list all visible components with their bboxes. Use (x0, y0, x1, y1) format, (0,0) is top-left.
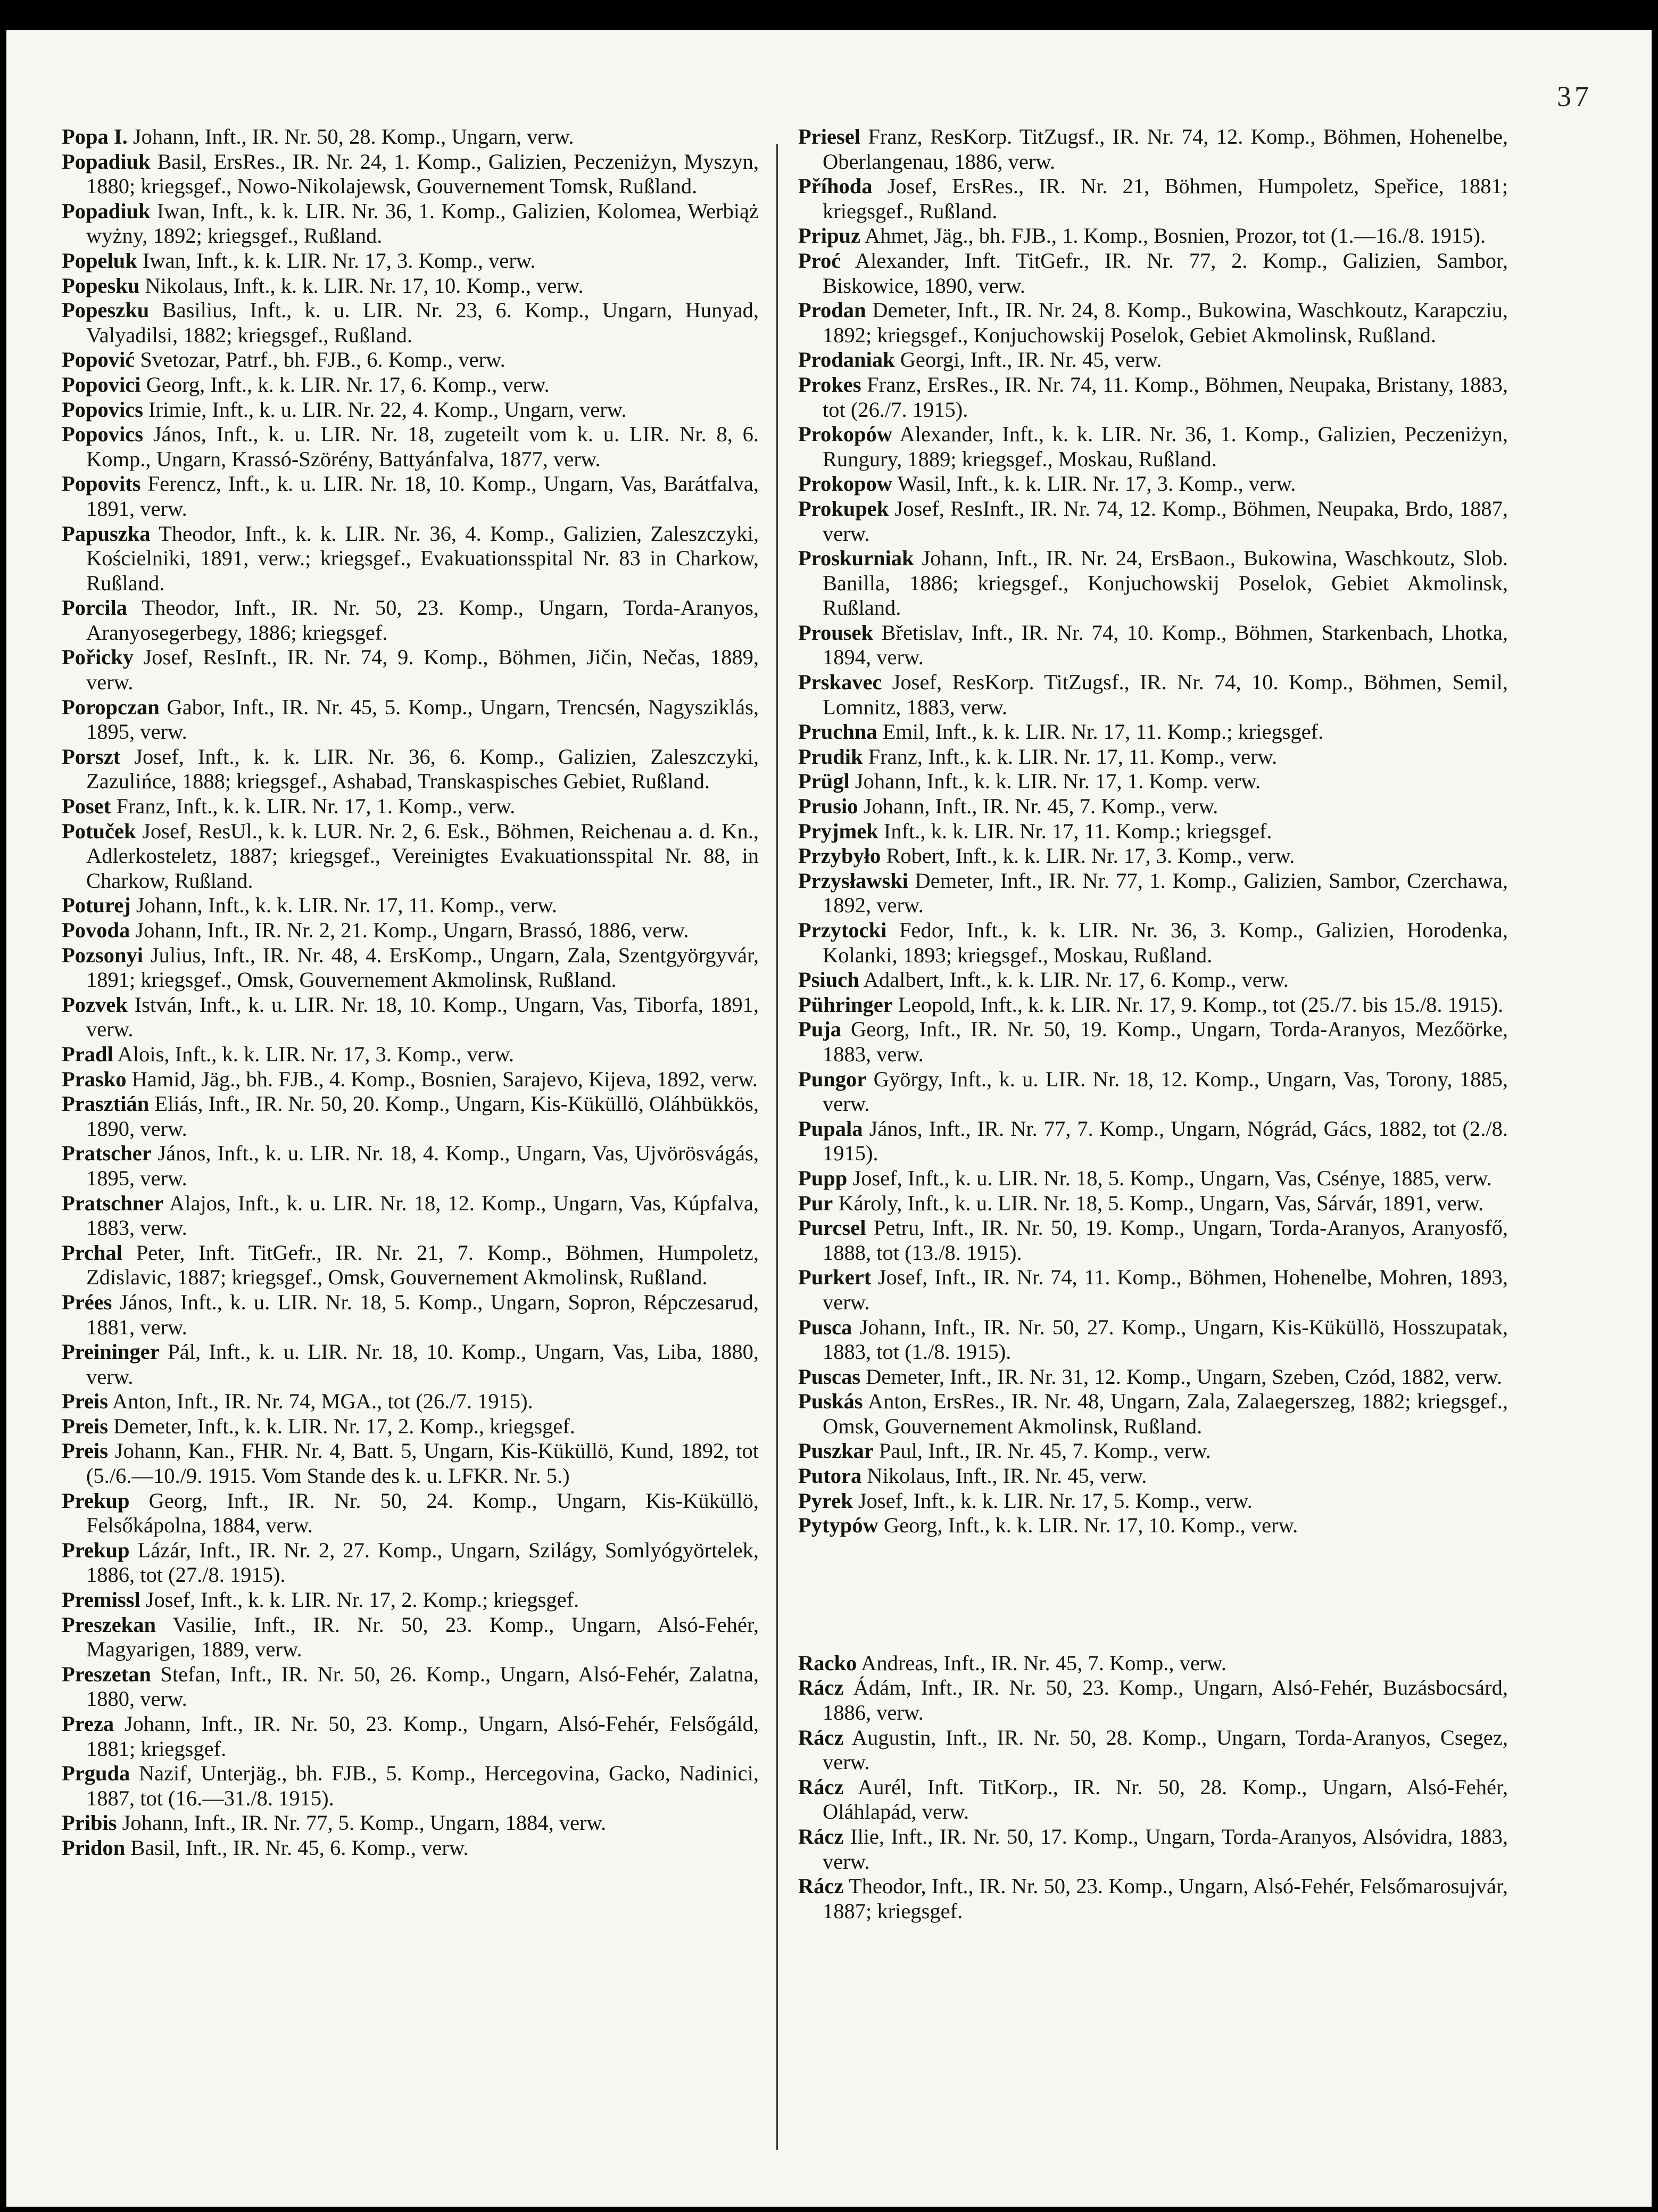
entry-details: Basilius, Inft., k. u. LIR. Nr. 23, 6. Komp., Ungarn, Hunyad, Valyadilsi, 1882; kriegsgef., Rußland. (86, 298, 759, 347)
list-entry (62, 1092, 759, 1141)
entry-surname: Prskavec (798, 670, 882, 695)
entry-surname: Prokopów (798, 422, 893, 447)
list-entry (62, 1613, 759, 1662)
list-entry (798, 497, 1508, 546)
entry-details: Josef, ResInft., IR. Nr. 74, 12. Komp., Böhmen, Neupaka, Brdo, 1887, verw. (823, 496, 1508, 546)
list-entry (798, 968, 1508, 993)
list-entry (62, 943, 759, 993)
entry-surname: Puskás (798, 1389, 863, 1414)
entry-surname: Prokes (798, 372, 861, 397)
entry-surname: Povoda (62, 918, 130, 942)
entry-details: Johann, Kan., FHR. Nr. 4, Batt. 5, Ungarn, Kis-Küküllö, Kund, 1892, tot (5./6.—10./9. 1915. Vom Stande des k. u. LFKR. Nr. 5.) (86, 1439, 759, 1488)
list-entry (62, 1191, 759, 1241)
list-entry (798, 844, 1508, 869)
entry-details: Nikolaus, Inft., IR. Nr. 45, verw. (867, 1464, 1147, 1488)
list-entry (798, 472, 1508, 497)
entry-details: Ádám, Inft., IR. Nr. 50, 23. Komp., Ungarn, Alsó-Fehér, Buzásbocsárd, 1886, verw. (823, 1675, 1508, 1725)
entry-details: Ahmet, Jäg., bh. FJB., 1. Komp., Bosnien, Prozor, tot (1.—16./8. 1915). (864, 224, 1486, 248)
list-entry (798, 1365, 1508, 1390)
entry-surname: Preszekan (62, 1612, 156, 1637)
entry-surname: Prusio (798, 794, 858, 819)
entry-surname: Preis (62, 1389, 108, 1414)
list-entry (62, 298, 759, 348)
section-r (798, 1651, 1508, 1924)
list-entry (62, 1811, 759, 1836)
list-entry (62, 150, 759, 199)
entry-details: Julius, Inft., IR. Nr. 48, 4. ErsKomp., Ungarn, Zala, Szentgyörgyvár, 1891; kriegsgef., Omsk, Gouvernement Akmolinsk, Rußland. (86, 943, 759, 992)
entry-surname: Pyrek (798, 1488, 853, 1513)
list-entry (798, 174, 1508, 224)
entry-details: Peter, Inft. TitGefr., IR. Nr. 21, 7. Komp., Böhmen, Humpoletz, Zdislavic, 1887; kriegsgef., Omsk, Gouvernement Akmolinsk, Rußland. (86, 1240, 759, 1290)
entry-details: Josef, ResUl., k. k. LUR. Nr. 2, 6. Esk., Böhmen, Reichenau a. d. Kn., Adlerkosteletz, 1887; kriegsgef., Vereinigtes Evakuationsspital Nr. 88, in Charkow, Rußland. (86, 819, 759, 893)
list-entry (62, 1141, 759, 1191)
entry-details: Alexander, Inft. TitGefr., IR. Nr. 77, 2. Komp., Galizien, Sambor, Biskowice, 1890, verw. (823, 248, 1508, 298)
list-entry (62, 1836, 759, 1861)
entry-surname: Prokupek (798, 496, 889, 521)
entry-details: Franz, ResKorp. TitZugsf., IR. Nr. 74, 12. Komp., Böhmen, Hohenelbe, Oberlangenau, 1886, verw. (823, 125, 1508, 174)
entry-details: Josef, ResInft., IR. Nr. 74, 9. Komp., Böhmen, Jičin, Nečas, 1889, verw. (86, 645, 759, 695)
entry-surname: Pupala (798, 1116, 863, 1141)
entry-details: Demeter, Inft., IR. Nr. 77, 1. Komp., Galizien, Sambor, Czerchawa, 1892, verw. (823, 868, 1508, 918)
entry-details: Eliás, Inft., IR. Nr. 50, 20. Komp., Ungarn, Kis-Küküllö, Oláhbükkös, 1890, verw. (86, 1092, 759, 1141)
entry-surname: Popesku (62, 273, 140, 298)
entry-details: Ilie, Inft., IR. Nr. 50, 17. Komp., Ungarn, Torda-Aranyos, Alsóvidra, 1883, verw. (823, 1825, 1508, 1873)
entry-surname: Potuček (62, 819, 136, 843)
entry-surname: Pühringer (798, 992, 893, 1017)
entry-surname: Pribis (62, 1811, 117, 1835)
entry-details: Paul, Inft., IR. Nr. 45, 7. Komp., verw. (878, 1439, 1211, 1463)
entry-details: Irimie, Inft., k. u. LIR. Nr. 22, 4. Komp., Ungarn, verw. (148, 397, 627, 422)
list-entry (798, 1216, 1508, 1265)
list-entry (798, 1017, 1508, 1067)
entry-details: György, Inft., k. u. LIR. Nr. 18, 12. Komp., Ungarn, Vas, Torony, 1885, verw. (823, 1067, 1508, 1116)
entry-details: Josef, Inft., IR. Nr. 74, 11. Komp., Böhmen, Hohenelbe, Mohren, 1893, verw. (823, 1265, 1508, 1314)
section-gap (798, 1538, 1508, 1651)
entry-surname: Preza (62, 1712, 114, 1736)
entry-surname: Pupp (798, 1166, 848, 1190)
entry-surname: Preininger (62, 1340, 160, 1364)
list-entry (798, 1389, 1508, 1439)
entry-details: Johann, Inft., IR. Nr. 50, 23. Komp., Ungarn, Alsó-Fehér, Felsőgáld, 1881; kriegsgef. (86, 1712, 759, 1761)
entry-details: János, Inft., IR. Nr. 77, 7. Komp., Ungarn, Nógrád, Gács, 1882, tot (2./8. 1915). (823, 1116, 1508, 1166)
list-entry (798, 918, 1508, 968)
page (6, 30, 1652, 2207)
entry-details: Svetozar, Patrf., bh. FJB., 6. Komp., verw. (140, 348, 505, 372)
entry-details: Stefan, Inft., IR. Nr. 50, 26. Komp., Ungarn, Alsó-Fehér, Zalatna, 1880, verw. (86, 1662, 759, 1711)
entry-surname: Poturej (62, 893, 131, 918)
entry-details: Pál, Inft., k. u. LIR. Nr. 18, 10. Komp., Ungarn, Vas, Liba, 1880, verw. (86, 1340, 759, 1389)
entry-details: Nikolaus, Inft., k. k. LIR. Nr. 17, 10. Komp., verw. (145, 273, 584, 298)
entry-details: Aurél, Inft. TitKorp., IR. Nr. 50, 28. Komp., Ungarn, Alsó-Fehér, Oláhlapád, verw. (823, 1774, 1508, 1824)
entry-details: Johann, Inft., IR. Nr. 50, 28. Komp., Ungarn, verw. (132, 125, 574, 148)
entry-surname: Prasztián (62, 1092, 150, 1116)
entry-details: Emil, Inft., k. k. LIR. Nr. 17, 11. Komp.; kriegsgef. (882, 720, 1324, 744)
entry-surname: Pungor (798, 1067, 867, 1091)
entry-details: Leopold, Inft., k. k. LIR. Nr. 17, 9. Komp., tot (25./7. bis 15./8. 1915). (898, 992, 1504, 1017)
entry-details: Franz, Inft., k. k. LIR. Nr. 17, 1. Komp., verw. (116, 794, 516, 819)
entry-details: Adalbert, Inft., k. k. LIR. Nr. 17, 6. Komp., verw. (863, 968, 1289, 992)
entry-surname: Purkert (798, 1265, 872, 1290)
list-entry (62, 1290, 759, 1340)
entry-details: Georg, Inft., k. k. LIR. Nr. 17, 10. Komp., verw. (883, 1513, 1298, 1538)
list-entry (798, 1067, 1508, 1117)
entry-details: Franz, Inft., k. k. LIR. Nr. 17, 11. Komp., verw. (868, 744, 1278, 769)
entry-details: Josef, Inft., k. k. LIR. Nr. 36, 6. Komp., Galizien, Zaleszczyki, Zazulińce, 1888; kriegsgef., Ashabad, Transkaspisches Gebiet, Rußland. (86, 744, 759, 794)
entry-surname: Pryjmek (798, 819, 878, 843)
entry-details: Johann, Inft., k. k. LIR. Nr. 17, 1. Komp. verw. (855, 769, 1261, 794)
entry-details: Georg, Inft., IR. Nr. 50, 19. Komp., Ungarn, Torda-Aranyos, Mezőörke, 1883, verw. (823, 1017, 1508, 1066)
list-entry (798, 224, 1508, 249)
entry-surname: Prguda (62, 1761, 130, 1786)
entry-surname: Pruchna (798, 720, 877, 744)
list-entry (62, 472, 759, 521)
entry-details: Wasil, Inft., k. k. LIR. Nr. 17, 3. Komp., verw. (897, 472, 1296, 496)
entry-surname: Proć (798, 248, 841, 273)
entry-surname: Pořicky (62, 645, 134, 670)
entry-details: János, Inft., k. u. LIR. Nr. 18, 4. Komp., Ungarn, Vas, Ujvörösvágás, 1895, verw. (86, 1141, 759, 1190)
entry-details: Hamid, Jäg., bh. FJB., 4. Komp., Bosnien, Sarajevo, Kijeva, 1892, verw. (131, 1067, 758, 1091)
entry-details: Basil, Inft., IR. Nr. 45, 6. Komp., verw. (130, 1835, 469, 1860)
entry-surname: Prokopow (798, 472, 893, 496)
entry-details: Theodor, Inft., IR. Nr. 50, 23. Komp., Ungarn, Alsó-Fehér, Felsőmarosujvár, 1887; kriegsgef. (823, 1874, 1508, 1923)
entry-surname: Pridon (62, 1835, 126, 1860)
entry-details: Károly, Inft., k. u. LIR. Nr. 18, 5. Komp., Ungarn, Vas, Sárvár, 1891, verw. (838, 1191, 1484, 1215)
column-divider (776, 144, 778, 2150)
entry-surname: Popović (62, 348, 135, 372)
list-entry (62, 1340, 759, 1389)
entry-surname: Porszt (62, 744, 121, 769)
entry-surname: Poropczan (62, 695, 160, 719)
entry-surname: Popadiuk (62, 149, 151, 174)
list-entry (798, 1166, 1508, 1191)
entry-surname: Popovits (62, 472, 141, 496)
entry-surname: Popa I. (62, 125, 128, 148)
list-entry (62, 918, 759, 943)
entry-details: Franz, ErsRes., IR. Nr. 74, 11. Komp., Böhmen, Neupaka, Bristany, 1883, tot (26./7. 1915). (823, 372, 1508, 422)
list-entry (798, 1191, 1508, 1216)
entry-surname: Popadiuk (62, 199, 151, 223)
list-entry (798, 1489, 1508, 1514)
entry-surname: Puja (798, 1017, 841, 1042)
entry-details: Iwan, Inft., k. k. LIR. Nr. 36, 1. Komp., Galizien, Kolomea, Werbiąż wyżny, 1892; kriegsgef., Rußland. (86, 199, 759, 248)
list-entry (798, 670, 1508, 720)
entry-surname: Prasko (62, 1067, 127, 1091)
entry-surname: Pozsonyi (62, 943, 144, 967)
list-entry (62, 819, 759, 894)
entry-details: Augustin, Inft., IR. Nr. 50, 28. Komp., Ungarn, Torda-Aranyos, Csegez, verw. (823, 1725, 1508, 1774)
list-entry (62, 274, 759, 299)
entry-surname: Pozvek (62, 992, 128, 1017)
list-entry (62, 522, 759, 596)
entry-details: Alajos, Inft., k. u. LIR. Nr. 18, 12. Komp., Ungarn, Vas, Kúpfalva, 1883, verw. (86, 1191, 759, 1240)
entry-surname: Prügl (798, 769, 850, 794)
list-entry (62, 1588, 759, 1613)
list-entry (798, 1439, 1508, 1464)
list-entry (798, 794, 1508, 819)
list-entry (62, 1067, 759, 1092)
list-entry (798, 125, 1508, 174)
entry-surname: Popeluk (62, 248, 137, 273)
entry-surname: Popovics (62, 397, 144, 422)
entry-surname: Preis (62, 1439, 108, 1463)
entry-details: Georg, Inft., IR. Nr. 50, 24. Komp., Ungarn, Kis-Küküllö, Felsőkápolna, 1884, verw. (86, 1488, 759, 1538)
entry-details: Josef, Inft., k. k. LIR. Nr. 17, 2. Komp.; kriegsgef. (145, 1588, 579, 1612)
list-entry (798, 298, 1508, 348)
entry-surname: Rácz (798, 1825, 844, 1848)
list-entry (798, 1726, 1508, 1775)
entry-details: Demeter, Inft., IR. Nr. 31, 12. Komp., Ungarn, Szeben, Czód, 1882, verw. (866, 1364, 1503, 1389)
entry-surname: Racko (798, 1650, 857, 1675)
entry-details: István, Inft., k. u. LIR. Nr. 18, 10. Komp., Ungarn, Vas, Tiborfa, 1891, verw. (86, 992, 759, 1042)
entry-details: Johann, Inft., k. k. LIR. Nr. 17, 11. Komp., verw. (136, 893, 557, 918)
entry-surname: Premissl (62, 1588, 140, 1612)
list-entry (62, 745, 759, 794)
list-entry (62, 1439, 759, 1488)
entry-surname: Przybyło (798, 844, 881, 868)
entry-surname: Pripuz (798, 224, 860, 248)
entry-surname: Rácz (798, 1675, 844, 1700)
entry-details: Demeter, Inft., k. k. LIR. Nr. 17, 2. Komp., kriegsgef. (113, 1414, 575, 1438)
entry-surname: Popovics (62, 422, 144, 447)
entry-surname: Prodaniak (798, 348, 895, 372)
entry-surname: Puszkar (798, 1439, 874, 1463)
entry-details: Andreas, Inft., IR. Nr. 45, 7. Komp., verw. (861, 1650, 1227, 1675)
entry-details: Alexander, Inft., k. k. LIR. Nr. 36, 1. Komp., Galizien, Peczeniżyn, Rungury, 1889; kriegsgef., Moskau, Rußland. (823, 422, 1508, 471)
entry-surname: Pratscher (62, 1141, 152, 1166)
list-entry (62, 695, 759, 745)
entry-surname: Prudik (798, 744, 863, 769)
list-entry (798, 1513, 1508, 1538)
entry-surname: Putora (798, 1464, 862, 1488)
list-entry (62, 1042, 759, 1067)
entry-details: Basil, ErsRes., IR. Nr. 24, 1. Komp., Galizien, Peczeniżyn, Myszyn, 1880; kriegsgef., Nowo-Nikolajewsk, Gouvernement Tomsk, Rußland. (86, 149, 759, 199)
list-entry (798, 1464, 1508, 1489)
entry-details: Josef, Inft., k. u. LIR. Nr. 18, 5. Komp., Ungarn, Vas, Csénye, 1885, verw. (852, 1166, 1492, 1190)
list-entry (62, 1489, 759, 1538)
list-entry (798, 422, 1508, 472)
entry-details: Theodor, Inft., k. k. LIR. Nr. 36, 4. Komp., Galizien, Zaleszczyki, Kościelniki, 1891, verw.; kriegsgef., Evakuationsspital Nr. 83 in Charkow, Rußland. (86, 521, 759, 595)
entry-details: Inft., k. k. LIR. Nr. 17, 11. Komp.; kriegsgef. (883, 819, 1272, 843)
list-entry (798, 869, 1508, 918)
list-entry (798, 1265, 1508, 1315)
list-entry (62, 794, 759, 819)
entry-surname: Preszetan (62, 1662, 151, 1686)
entry-details: Robert, Inft., k. k. LIR. Nr. 17, 3. Komp., verw. (886, 844, 1295, 868)
entry-surname: Prousek (798, 620, 874, 645)
list-entry (62, 645, 759, 695)
list-entry (798, 769, 1508, 794)
entry-surname: Rácz (798, 1725, 844, 1749)
entry-surname: Priesel (798, 125, 860, 148)
entry-details: Gabor, Inft., IR. Nr. 45, 5. Komp., Ungarn, Trencsén, Nagysziklás, 1895, verw. (86, 695, 759, 744)
entry-surname: Proskurniak (798, 546, 914, 571)
entry-surname: Popeszku (62, 298, 150, 323)
entry-surname: Purcsel (798, 1216, 866, 1240)
list-entry (62, 398, 759, 423)
section-p-continued (798, 125, 1508, 1538)
list-entry (798, 1117, 1508, 1166)
entry-surname: Pusca (798, 1315, 852, 1339)
list-entry (62, 1241, 759, 1290)
entry-details: Petru, Inft., IR. Nr. 50, 19. Komp., Ungarn, Torda-Aranyos, Aranyosfő, 1888, tot (13./8. 1915). (823, 1216, 1508, 1265)
entry-details: Břetislav, Inft., IR. Nr. 74, 10. Komp., Böhmen, Starkenbach, Lhotka, 1894, verw. (823, 620, 1508, 670)
entry-details: Georg, Inft., k. k. LIR. Nr. 17, 6. Komp., verw. (146, 372, 550, 397)
list-entry (798, 621, 1508, 670)
list-entry (798, 1315, 1508, 1365)
entry-details: Ferencz, Inft., k. u. LIR. Nr. 18, 10. Komp., Ungarn, Vas, Barátfalva, 1891, verw. (86, 472, 759, 521)
list-entry (798, 993, 1508, 1018)
entry-details: Iwan, Inft., k. k. LIR. Nr. 17, 3. Komp., verw. (142, 248, 536, 273)
entry-surname: Pratschner (62, 1191, 164, 1215)
entry-details: Josef, ResKorp. TitZugsf., IR. Nr. 74, 10. Komp., Böhmen, Semil, Lomnitz, 1883, verw. (823, 670, 1508, 719)
list-entry (798, 720, 1508, 745)
list-entry (798, 819, 1508, 844)
list-entry (62, 1389, 759, 1414)
entry-details: János, Inft., k. u. LIR. Nr. 18, 5. Komp., Ungarn, Sopron, Répczesarud, 1881, verw. (86, 1290, 759, 1339)
list-entry (62, 348, 759, 373)
entry-surname: Rácz (798, 1774, 844, 1799)
list-entry (62, 1414, 759, 1439)
list-entry (62, 125, 759, 150)
list-entry (62, 1662, 759, 1712)
list-entry (62, 1712, 759, 1761)
entry-surname: Pradl (62, 1042, 113, 1066)
entry-details: Johann, Inft., IR. Nr. 45, 7. Komp., verw. (863, 794, 1218, 819)
list-entry (62, 199, 759, 249)
entry-surname: Prées (62, 1290, 112, 1314)
entry-surname: Poset (62, 794, 111, 819)
page-number: 37 (1557, 80, 1592, 112)
list-entry (62, 373, 759, 398)
entry-details: János, Inft., k. u. LIR. Nr. 18, zugeteilt vom k. u. LIR. Nr. 8, 6. Komp., Ungarn, Krassó-Szörény, Battyánfalva, 1877, verw. (86, 422, 759, 471)
list-entry (62, 422, 759, 472)
entry-details: Demeter, Inft., IR. Nr. 24, 8. Komp., Bukowina, Waschkoutz, Karapcziu, 1892; kriegsgef., Konjuchowskij Poselok, Gebiet Akmolinsk, Rußland. (823, 298, 1508, 347)
list-entry (62, 1538, 759, 1588)
list-entry (798, 1675, 1508, 1725)
left-column (62, 125, 759, 1861)
entry-surname: Prchal (62, 1240, 122, 1265)
entry-details: Fedor, Inft., k. k. LIR. Nr. 36, 3. Komp., Galizien, Horodenka, Kolanki, 1893; kriegsgef., Moskau, Rußland. (823, 918, 1508, 967)
entry-details: Georgi, Inft., IR. Nr. 45, verw. (900, 348, 1162, 372)
list-entry (798, 1825, 1508, 1874)
list-entry (798, 546, 1508, 621)
entry-details: Alois, Inft., k. k. LIR. Nr. 17, 3. Komp., verw. (117, 1042, 515, 1066)
entry-surname: Papuszka (62, 521, 151, 546)
entry-surname: Psiuch (798, 968, 859, 992)
entry-details: Theodor, Inft., IR. Nr. 50, 23. Komp., Ungarn, Torda-Aranyos, Aranyosegerbegy, 1886; kriegsgef. (86, 596, 759, 645)
list-entry (798, 1651, 1508, 1676)
list-entry (798, 1775, 1508, 1825)
entry-surname: Rácz (798, 1874, 844, 1899)
list-entry (62, 596, 759, 645)
list-entry (62, 993, 759, 1042)
list-entry (798, 348, 1508, 373)
entry-details: Johann, Inft., IR. Nr. 24, ErsBaon., Bukowina, Waschkoutz, Slob. Banilla, 1886; kriegsgef., Konjuchowskij Poselok, Gebiet Akmolinsk, Rußland. (823, 546, 1508, 620)
entry-details: Anton, ErsRes., IR. Nr. 48, Ungarn, Zala, Zalaegerszeg, 1882; kriegsgef., Omsk, Gouvernement Akmolinsk, Rußland. (823, 1389, 1508, 1438)
list-entry (62, 893, 759, 918)
entry-surname: Preis (62, 1414, 108, 1438)
entry-surname: Popovici (62, 372, 141, 397)
list-entry (798, 373, 1508, 422)
entry-surname: Prekup (62, 1538, 130, 1562)
list-entry (798, 745, 1508, 770)
entry-surname: Příhoda (798, 174, 873, 199)
entry-surname: Pur (798, 1191, 833, 1215)
entry-surname: Przysławski (798, 868, 908, 893)
list-entry (798, 1874, 1508, 1924)
list-entry (62, 1761, 759, 1811)
entry-details: Johann, Inft., IR. Nr. 2, 21. Komp., Ungarn, Brassó, 1886, verw. (135, 918, 689, 942)
entry-details: Vasilie, Inft., IR. Nr. 50, 23. Komp., Ungarn, Alsó-Fehér, Magyarigen, 1889, verw. (86, 1612, 759, 1662)
entry-details: Josef, Inft., k. k. LIR. Nr. 17, 5. Komp., verw. (858, 1488, 1253, 1513)
entry-surname: Prodan (798, 298, 866, 323)
entry-details: Lázár, Inft., IR. Nr. 2, 27. Komp., Ungarn, Szilágy, Somlyógyörtelek, 1886, tot (27./8. 1915). (86, 1538, 759, 1587)
entry-details: Anton, Inft., IR. Nr. 74, MGA., tot (26./7. 1915). (112, 1389, 533, 1414)
entry-details: Josef, ErsRes., IR. Nr. 21, Böhmen, Humpoletz, Speřice, 1881; kriegsgef., Rußland. (823, 174, 1508, 223)
entry-surname: Przytocki (798, 918, 887, 942)
entry-surname: Prekup (62, 1488, 130, 1513)
entry-surname: Porcila (62, 596, 127, 620)
entry-surname: Pytypów (798, 1513, 878, 1538)
entry-details: Johann, Inft., IR. Nr. 50, 27. Komp., Ungarn, Kis-Küküllö, Hosszupatak, 1883, tot (1./8. 1915). (823, 1315, 1508, 1364)
entry-surname: Puscas (798, 1364, 861, 1389)
list-entry (798, 249, 1508, 298)
right-column (798, 125, 1508, 1924)
entry-details: Nazif, Unterjäg., bh. FJB., 5. Komp., Hercegovina, Gacko, Nadinici, 1887, tot (16.—31./8. 1915). (86, 1761, 759, 1810)
entry-details: Johann, Inft., IR. Nr. 77, 5. Komp., Ungarn, 1884, verw. (122, 1811, 607, 1835)
list-entry (62, 249, 759, 274)
